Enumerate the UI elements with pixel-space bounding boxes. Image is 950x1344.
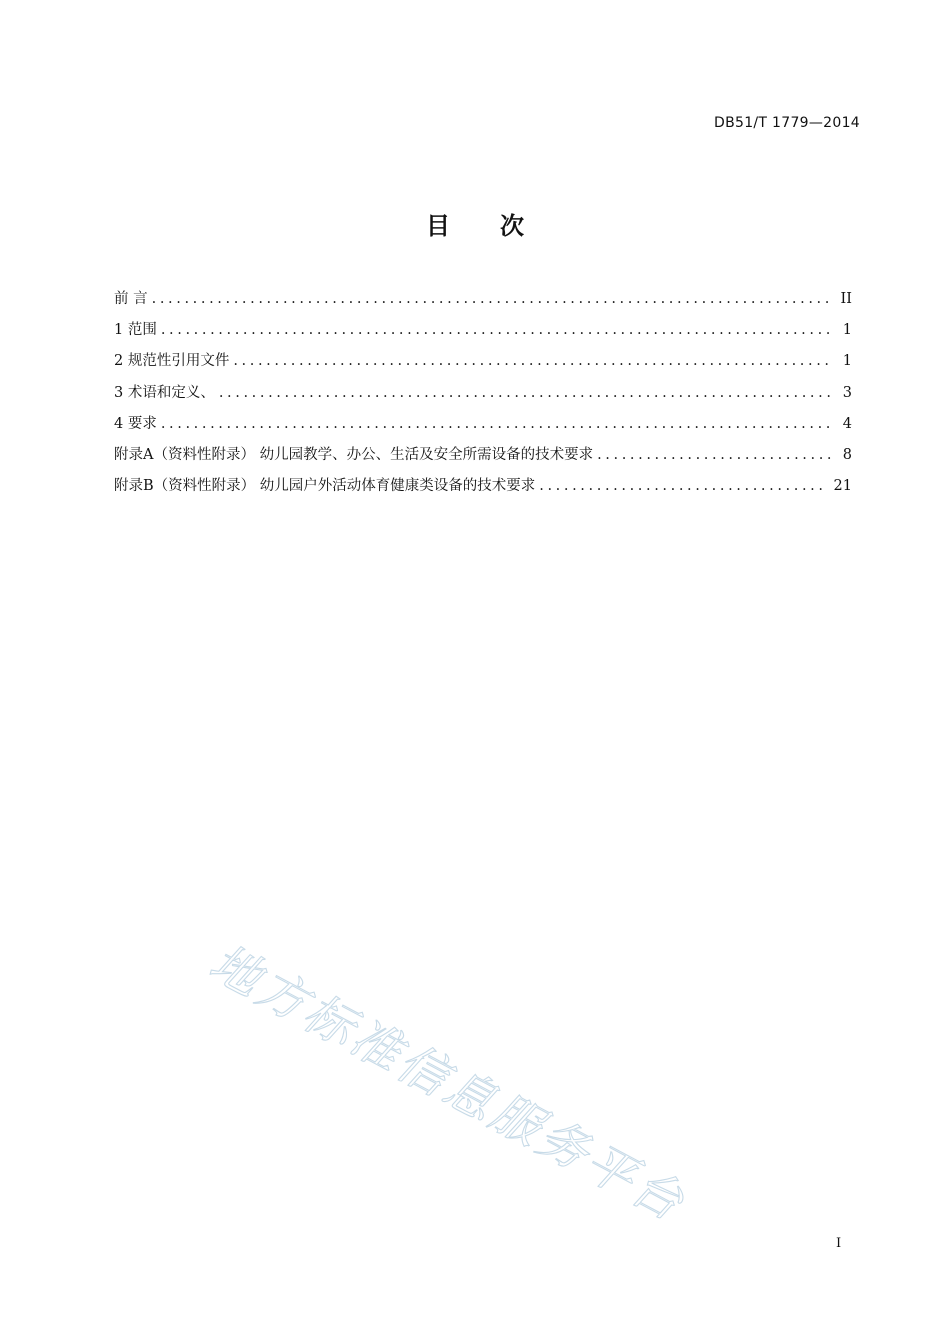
- toc-leader-dots: [219, 378, 834, 409]
- toc-entry-scope[interactable]: [114, 315, 852, 346]
- toc-entry-label: 前 言: [114, 291, 148, 307]
- toc-entry-preface[interactable]: [114, 284, 852, 315]
- toc-entry-page: II: [840, 291, 852, 307]
- toc-leader-dots: [161, 409, 834, 440]
- page-title: 目次: [426, 212, 574, 240]
- toc-entry-page: 21: [833, 478, 852, 495]
- toc-entry-terms-definitions[interactable]: [114, 378, 852, 409]
- toc-entry-label: 2 规范性引用文件: [114, 353, 230, 370]
- toc-entry-label: 附录A（资料性附录） 幼儿园教学、办公、生活及安全所需设备的技术要求: [114, 446, 594, 463]
- toc-entry-label: 4 要求: [114, 415, 157, 432]
- table-of-contents: [114, 284, 852, 502]
- toc-leader-dots: [539, 471, 827, 502]
- toc-entry-requirements[interactable]: [114, 409, 852, 440]
- toc-entry-page: 3: [842, 384, 852, 401]
- toc-leader-dots: [597, 440, 834, 471]
- toc-entry-page: 4: [842, 415, 852, 432]
- toc-entry-label: 附录B（资料性附录） 幼儿园户外活动体育健康类设备的技术要求: [114, 478, 536, 495]
- toc-entry-label: 1 范围: [114, 322, 157, 339]
- toc-entry-appendix-a[interactable]: [114, 440, 852, 471]
- document-code: DB51/T 1779—2014: [714, 115, 860, 131]
- toc-entry-label: 3 术语和定义、: [114, 384, 215, 401]
- toc-entry-normative-references[interactable]: [114, 346, 852, 377]
- page-number: I: [836, 1236, 842, 1251]
- toc-entry-appendix-b[interactable]: [114, 471, 852, 502]
- watermark: 地方标准信息服务平台: [200, 933, 696, 1233]
- toc-entry-page: 1: [842, 322, 852, 339]
- toc-leader-dots: [152, 284, 834, 315]
- toc-leader-dots: [233, 346, 834, 377]
- toc-leader-dots: [161, 315, 834, 346]
- toc-entry-page: 8: [842, 446, 852, 463]
- toc-entry-page: 1: [842, 353, 852, 370]
